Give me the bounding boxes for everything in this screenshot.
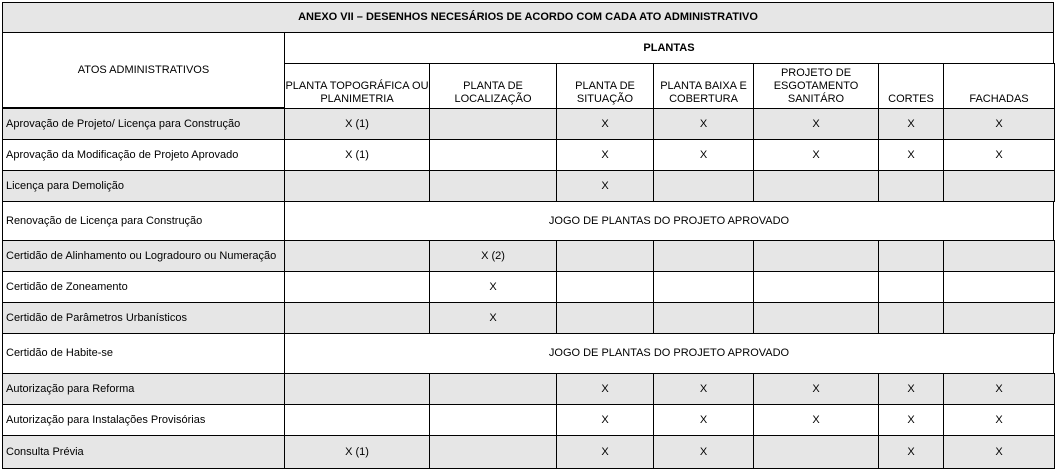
- table-cell: X: [753, 373, 879, 405]
- column-header: PLANTA DE LOCALIZAÇÃO: [429, 63, 557, 109]
- table-cell: [556, 240, 654, 272]
- table-cell: [753, 170, 879, 202]
- table-cell: X: [556, 108, 654, 140]
- table-cell: [943, 240, 1055, 272]
- row-label: Autorização para Instalações Provisórias: [2, 404, 285, 436]
- column-header: PLANTA TOPOGRÁFICA OU PLANIMETRIA: [284, 63, 430, 109]
- table-cell: [943, 170, 1055, 202]
- column-header: PLANTA BAIXA E COBERTURA: [653, 63, 754, 109]
- table-cell: [429, 108, 557, 140]
- column-header: FACHADAS: [943, 63, 1055, 109]
- table-cell: X: [556, 435, 654, 469]
- row-label: Certidão de Alinhamento ou Logradouro ou Numeração: [2, 240, 285, 272]
- table-cell: X: [653, 373, 754, 405]
- column-header: PROJETO DE ESGOTAMENTO SANITÁRO: [753, 63, 879, 109]
- table-cell: X: [556, 139, 654, 171]
- table-cell: [429, 139, 557, 171]
- table-cell: X: [943, 373, 1055, 405]
- table-cell: [943, 302, 1055, 334]
- table-cell: [653, 302, 754, 334]
- table-cell: X: [878, 139, 944, 171]
- merged-cell: JOGO DE PLANTAS DO PROJETO APROVADO: [284, 201, 1054, 241]
- table-cell: X: [878, 435, 944, 469]
- table-cell: [753, 271, 879, 303]
- table-cell: X: [556, 373, 654, 405]
- table-cell: X: [429, 271, 557, 303]
- table-cell: X: [556, 170, 654, 202]
- merged-cell: JOGO DE PLANTAS DO PROJETO APROVADO: [284, 333, 1054, 374]
- table-cell: X: [878, 373, 944, 405]
- table-cell: X (1): [284, 139, 430, 171]
- table-cell: X: [943, 404, 1055, 436]
- table-cell: [429, 404, 557, 436]
- plantas-header: PLANTAS: [284, 32, 1054, 64]
- table-cell: X: [653, 108, 754, 140]
- row-label: Aprovação de Projeto/ Licença para Construção: [2, 108, 285, 140]
- row-label: Aprovação da Modificação de Projeto Aprovado: [2, 139, 285, 171]
- table-cell: X: [943, 435, 1055, 469]
- table-cell: [878, 170, 944, 202]
- table-cell: [284, 302, 430, 334]
- table-cell: [556, 302, 654, 334]
- table-cell: [556, 271, 654, 303]
- row-label: Certidão de Parâmetros Urbanísticos: [2, 302, 285, 334]
- table-cell: X: [943, 108, 1055, 140]
- table-cell: X: [753, 404, 879, 436]
- table-cell: [653, 240, 754, 272]
- table-cell: [878, 271, 944, 303]
- table-cell: [753, 435, 879, 469]
- table-cell: X: [556, 404, 654, 436]
- column-header: PLANTA DE SITUAÇÃO: [556, 63, 654, 109]
- table-cell: X (1): [284, 435, 430, 469]
- table-cell: [429, 170, 557, 202]
- atos-header: ATOS ADMINISTRATIVOS: [2, 32, 285, 108]
- table-cell: X: [878, 108, 944, 140]
- table-cell: X: [878, 404, 944, 436]
- table-cell: [753, 240, 879, 272]
- table-cell: [284, 170, 430, 202]
- table-cell: [878, 302, 944, 334]
- table-cell: [943, 271, 1055, 303]
- row-label: Renovação de Licença para Construção: [2, 201, 285, 241]
- row-label: Certidão de Zoneamento: [2, 271, 285, 303]
- table-cell: [284, 271, 430, 303]
- table-cell: X: [653, 404, 754, 436]
- table-cell: [429, 373, 557, 405]
- table-cell: X: [653, 435, 754, 469]
- table-cell: X: [653, 139, 754, 171]
- table-cell: X: [753, 108, 879, 140]
- table-cell: X: [753, 139, 879, 171]
- table-cell: [284, 240, 430, 272]
- table-cell: X: [429, 302, 557, 334]
- table-cell: X (2): [429, 240, 557, 272]
- table-cell: [653, 170, 754, 202]
- table-cell: [753, 302, 879, 334]
- row-label: Certidão de Habite-se: [2, 333, 285, 374]
- row-label: Autorização para Reforma: [2, 373, 285, 405]
- table-cell: X (1): [284, 108, 430, 140]
- table-cell: [653, 271, 754, 303]
- table-cell: [284, 373, 430, 405]
- table-cell: [284, 404, 430, 436]
- row-label: Licença para Demolição: [2, 170, 285, 202]
- column-header: CORTES: [878, 63, 944, 109]
- table-cell: [878, 240, 944, 272]
- table-cell: X: [943, 139, 1055, 171]
- table-title: ANEXO VII – DESENHOS NECESÁRIOS DE ACORDO COM CADA ATO ADMINISTRATIVO: [2, 2, 1054, 33]
- table-cell: [429, 435, 557, 469]
- row-label: Consulta Prévia: [2, 435, 285, 469]
